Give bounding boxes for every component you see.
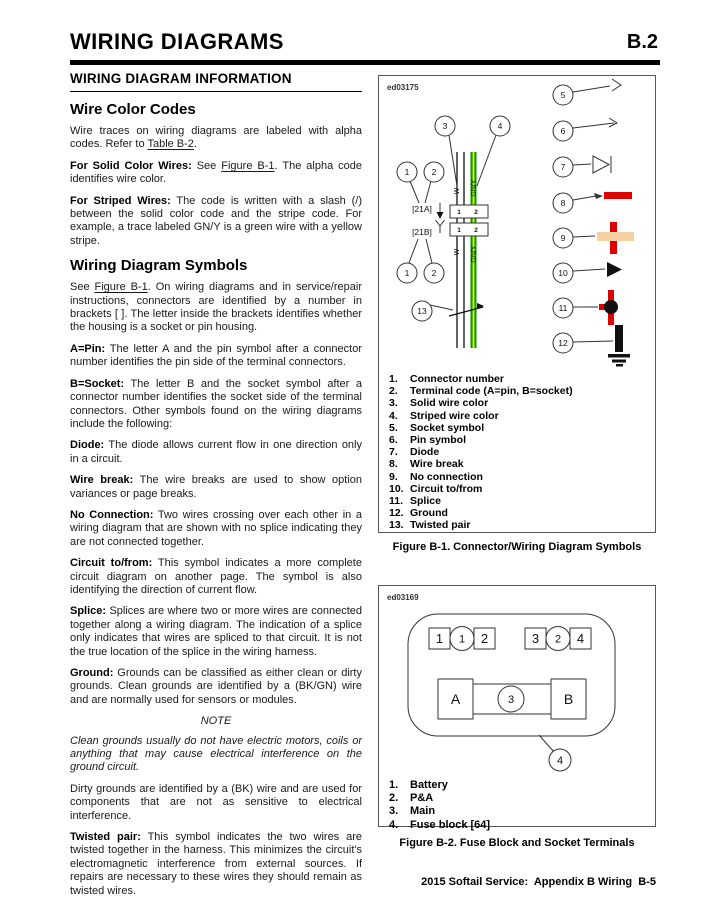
svg-text:9: 9: [560, 233, 566, 243]
term-twisted-pair: Twisted pair:: [70, 831, 141, 844]
legend-item: 3. Main: [389, 805, 436, 818]
svg-text:7: 7: [560, 162, 566, 172]
term-splice: Splice:: [70, 605, 107, 618]
subheading-wire-color-codes: Wire Color Codes: [70, 101, 196, 118]
svg-text:3: 3: [442, 121, 448, 131]
ground-symbol: [615, 325, 623, 352]
paragraph-solid-wires: For Solid Color Wires: See Figure B-1. The alpha code identifies wire color.: [70, 159, 363, 186]
legend-item: 4. Striped wire color: [389, 409, 499, 422]
no-connection-symbol: [597, 232, 634, 241]
socket-symbol: [612, 79, 621, 91]
svg-text:B: B: [563, 691, 574, 707]
table-b2-link[interactable]: Table B-2: [147, 138, 194, 151]
circuit-tofrom-symbol: [607, 262, 622, 277]
svg-text:4: 4: [556, 755, 564, 767]
paragraph-striped-wires: For Striped Wires: The code is written with a slash (/) between the solid color code and the stripe code. For example, a trace labeled GN/Y is a green wire with a yellow stripe.: [70, 194, 362, 247]
paragraph-twisted-pair: Twisted pair: This symbol indicates the two wires are twisted together in the harness. This minimizes the circuit's electromagnetic interference from external sources. If repairs are necessary to these wires they should remain as twisted wires.: [70, 831, 362, 897]
paragraph-dirty-grounds: Dirty grounds are identified by a (BK) wire and are used for components that are not as sensitive to electrical interference.: [70, 782, 362, 822]
legend-item: 11. Splice: [389, 495, 441, 508]
svg-text:13: 13: [417, 306, 427, 316]
page-footer: 2015 Softail Service: Appendix B Wiring B-5: [421, 876, 656, 888]
connector-box-21a: [450, 205, 488, 218]
svg-text:12: 12: [558, 338, 568, 348]
terminal-2-a: 2: [474, 209, 478, 216]
connector-21b-label: [21B]: [412, 227, 432, 237]
paragraph-diode: Diode: The diode allows current flow in one direction only in a circuit.: [70, 439, 362, 465]
svg-text:2: 2: [554, 633, 562, 646]
svg-text:4: 4: [576, 631, 585, 646]
svg-text:10: 10: [558, 268, 568, 278]
term-solid-wires: For Solid Color Wires:: [70, 159, 192, 172]
legend-item: 8. Wire break: [389, 458, 464, 471]
legend-item: 9. No connection: [389, 470, 483, 483]
page-title: WIRING DIAGRAMS: [70, 29, 284, 54]
legend-item: 2. P&A: [389, 792, 434, 805]
terminal-1-b: 1: [457, 227, 461, 234]
term-b-socket: B=Socket:: [70, 377, 125, 390]
intro-text: Wire traces on wiring diagrams are labeled with alpha codes. Refer to: [70, 125, 362, 151]
legend-item: 10. Circuit to/from: [389, 482, 483, 495]
term-a-pin: A=Pin:: [70, 342, 106, 355]
term-striped-wires: For Striped Wires:: [70, 194, 171, 207]
diode-symbol: [593, 156, 609, 173]
terminal-2-b: 2: [474, 227, 478, 234]
note-label: NOTE: [200, 715, 232, 728]
legend-item: 1. Battery: [389, 779, 448, 791]
svg-text:1: 1: [435, 631, 444, 646]
svg-text:8: 8: [560, 198, 566, 208]
paragraph-circuit-tofrom: Circuit to/from: This symbol indicates a more complete circuit diagram on another page. The symbol is also identifying the direction of current flow.: [70, 557, 362, 596]
figure-b1-link[interactable]: Figure B-1: [94, 281, 148, 294]
paragraph-no-connection: No Connection: Two wires crossing over each other in a wiring diagram that are shown with no splice indicating they are not connected together.: [70, 508, 362, 548]
legend-item: 3. Solid wire color: [389, 397, 489, 410]
wire-break-arrow: [594, 193, 603, 199]
subheading-wiring-diagram-symbols: Wiring Diagram Symbols: [70, 257, 248, 275]
pin-symbol: [609, 118, 617, 127]
paragraph-intro: Wire traces on wiring diagrams are labeled with alpha codes. Refer to Table B-2.: [70, 125, 362, 151]
svg-text:4: 4: [497, 121, 503, 131]
svg-text:3: 3: [531, 631, 540, 646]
svg-text:11: 11: [558, 303, 568, 313]
svg-text:6: 6: [560, 126, 566, 136]
header-rule: [70, 60, 660, 65]
figure-b1-link[interactable]: Figure B-1: [221, 159, 275, 172]
legend-item: 2. Terminal code (A=pin, B=socket): [389, 385, 573, 398]
solid-wire-label-bottom: W: [454, 248, 461, 256]
paragraph-b-socket: B=Socket: The letter B and the socket symbol after a connector number identifies the socket side of the terminal connectors. Other symbols found on the wiring diagrams include the following:: [70, 377, 362, 430]
svg-text:A: A: [450, 691, 461, 707]
striped-wire-label-top: GN/Y: [471, 179, 478, 197]
svg-text:1: 1: [404, 268, 410, 278]
terminal-1-a: 1: [457, 209, 461, 216]
figure-b1: [378, 75, 656, 533]
figure-b1-legend: [389, 373, 649, 532]
svg-text:1: 1: [458, 633, 466, 646]
legend-item: 13. Twisted pair: [389, 519, 471, 532]
paragraph-note: Clean grounds usually do not have electric motors, coils or anything that may cause electrical interference on the ground circuit.: [70, 734, 362, 774]
figure-b1-caption: Figure B-1. Connector/Wiring Diagram Symbols: [392, 541, 642, 553]
paragraph-splice: Splice: Splices are where two or more wires are connected together along a wiring diagram. The indication of a splice only indicates that wires are spliced to that circuit. It is not the true location of the splice in the wiring harness.: [70, 605, 362, 658]
svg-text:3: 3: [507, 694, 515, 706]
paragraph-wire-break: Wire break: The wire breaks are used to show option variances or page breaks.: [70, 474, 362, 500]
term-circuit-tofrom: Circuit to/from:: [70, 557, 153, 570]
pin-arrow-head: [437, 212, 444, 219]
legend-item: 7. Diode: [389, 446, 440, 459]
term-diode: Diode:: [70, 439, 105, 452]
legend-item: 5. Socket symbol: [389, 421, 485, 434]
svg-text:2: 2: [431, 268, 437, 278]
solid-wire-label-top: W: [454, 187, 461, 195]
paragraph-a-pin: A=Pin: The letter A and the pin symbol after a connector number identifies the pin side of the terminal connectors.: [70, 342, 362, 369]
legend-item: 1. Connector number: [389, 373, 504, 385]
paragraph-ground: Ground: Grounds can be classified as either clean or dirty grounds. Clean grounds are identified by a (BK/GN) wire and are normally used for sensors or modules.: [70, 667, 362, 706]
striped-wire-label-bottom: GN/Y: [471, 245, 478, 263]
legend-item: 6. Pin symbol: [389, 434, 467, 447]
figure-b1-image-id: ed03175: [387, 83, 419, 92]
term-ground: Ground:: [70, 667, 114, 679]
paragraph-see-figure: See Figure B-1. On wiring diagrams and in service/repair instructions, connectors are identified by a number in brackets [ ]. The letter inside the brackets identifies whether the housing is a socket or pin housing.: [70, 281, 362, 334]
svg-text:5: 5: [560, 90, 566, 100]
section-heading: WIRING DIAGRAM INFORMATION: [70, 71, 362, 92]
legend-item: 12. Ground: [389, 507, 448, 520]
term-no-connection: No Connection:: [70, 508, 154, 521]
figure-b2-image-id: ed03169: [387, 593, 419, 602]
svg-text:1: 1: [404, 167, 410, 177]
figure-b2: [378, 585, 656, 831]
wire-break-symbol: [604, 192, 632, 199]
splice-symbol: [604, 300, 618, 314]
svg-text:2: 2: [480, 631, 489, 646]
figure-b2-diagram: [379, 586, 655, 776]
figure-b1-diagram: [379, 76, 655, 371]
connector-21a-label: [21A]: [412, 204, 432, 214]
figure-b2-caption: Figure B-2. Fuse Block and Socket Terminals: [399, 837, 635, 849]
text-column: [70, 71, 362, 906]
legend-item: 4. Fuse block [64]: [389, 818, 491, 831]
connector-box-21b: [450, 223, 488, 236]
svg-text:2: 2: [431, 167, 437, 177]
term-wire-break: Wire break:: [70, 474, 134, 487]
figure-b2-legend: [389, 779, 649, 832]
section-number: B.2: [626, 31, 658, 53]
